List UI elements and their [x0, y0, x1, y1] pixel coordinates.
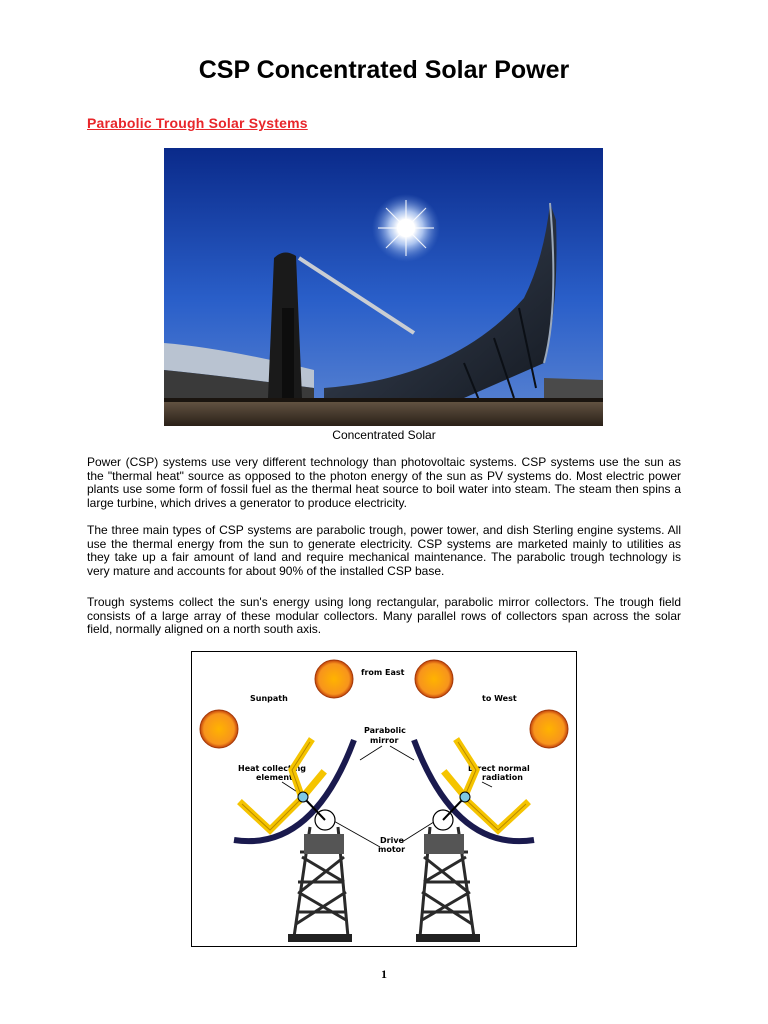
label-motor: motor: [378, 845, 406, 854]
page-title: CSP Concentrated Solar Power: [198, 56, 570, 84]
page-number: 1: [381, 967, 387, 981]
section-heading: Parabolic Trough Solar Systems: [87, 115, 308, 131]
label-direct-normal: Direct normal: [468, 764, 530, 773]
label-drive: Drive: [380, 836, 404, 845]
parabolic-trough-photo: [164, 148, 603, 426]
paragraph-intro: Power (CSP) systems use very different technology than photovoltaic systems. CSP systems use the sun as the "thermal heat" source as opposed to the photon energy of the sun as PV systems do. Most electric power plants use some form of fossil fuel as the thermal heat source to boil water into steam. The steam then spins a large turbine, which drives a generator to produce electricity.: [87, 455, 681, 510]
label-from-east: from East: [361, 668, 405, 677]
heat-collecting-element-icon: [460, 792, 470, 802]
label-mirror: mirror: [370, 736, 399, 745]
sun-icon: [200, 710, 238, 748]
photo-caption: Concentrated Solar: [332, 428, 436, 442]
label-radiation: radiation: [482, 773, 523, 782]
sun-icon: [530, 710, 568, 748]
sun-icon: [415, 660, 453, 698]
sun-icon: [315, 660, 353, 698]
label-heat-collecting: Heat collecting: [238, 764, 307, 773]
trough-diagram: [191, 651, 577, 947]
label-to-west: to West: [482, 694, 517, 703]
heat-collecting-element-icon: [298, 792, 308, 802]
label-parabolic: Parabolic: [364, 726, 406, 735]
label-element: element: [256, 773, 293, 782]
label-sunpath: Sunpath: [250, 694, 288, 703]
trough-diagram-svg: [192, 652, 576, 946]
paragraph-trough: Trough systems collect the sun's energy using long rectangular, parabolic mirror collectors. The trough field consists of a large array of these modular collectors. Many parallel rows of collectors span across the solar field, normally aligned on a north south axis.: [87, 595, 681, 637]
paragraph-types: The three main types of CSP systems are parabolic trough, power tower, and dish Sterling engine systems. All use the thermal energy from the sun to generate electricity. CSP systems are marketed mainly to utilities as they take up a fair amount of land and require mechanical maintenance. The parabolic trough technology is very mature and accounts for about 90% of the installed CSP base.: [87, 523, 681, 578]
